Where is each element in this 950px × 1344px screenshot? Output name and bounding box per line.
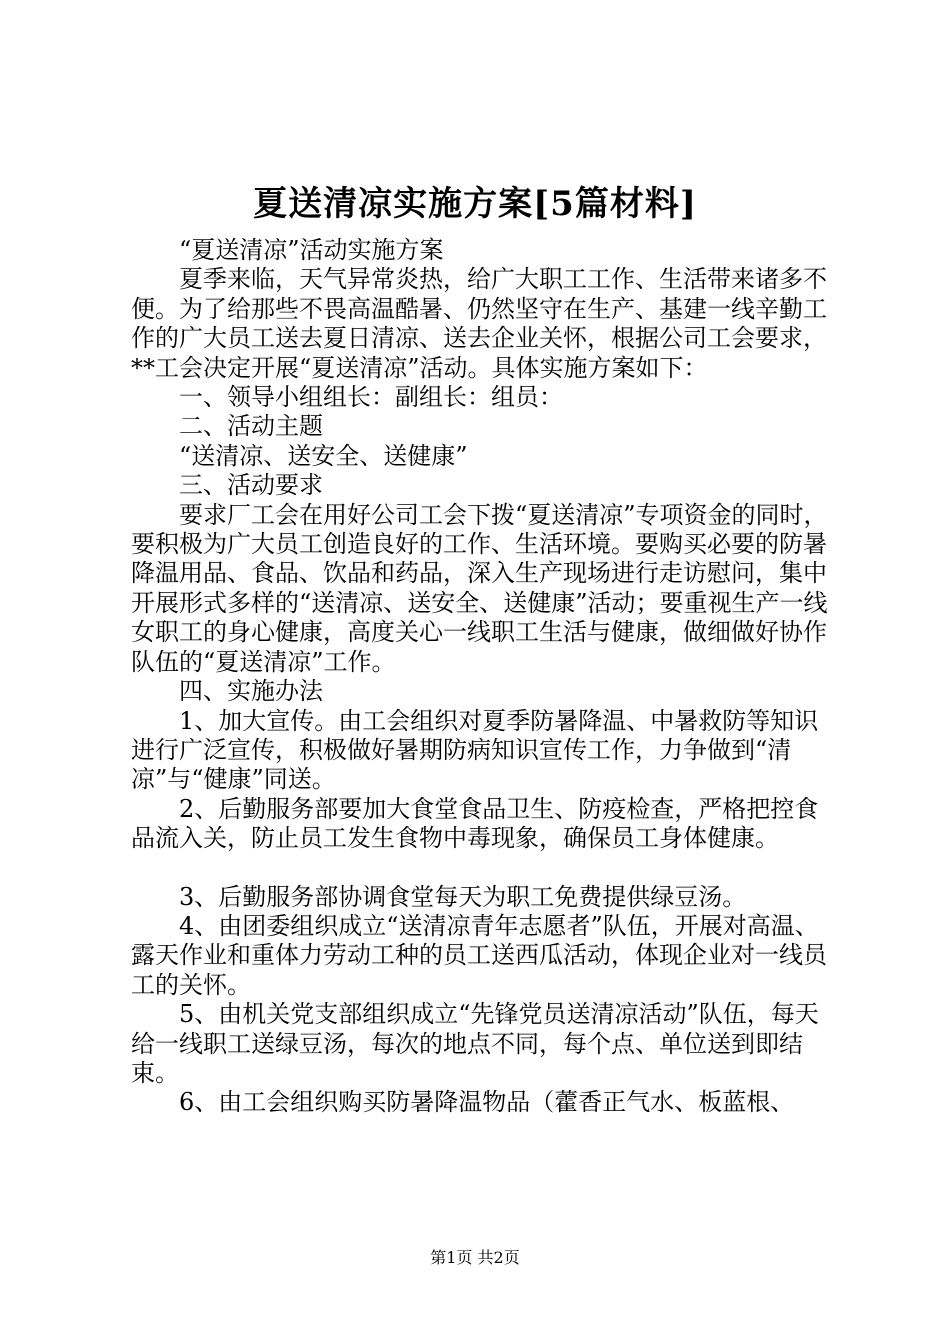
blank-line (131, 854, 831, 883)
paragraph-item-2: 2、后勤服务部要加大食堂食品卫生、防疫检查，严格把控食品流入关，防止员工发生食物中毒现象，确保员工身体健康。 (131, 794, 819, 853)
document-body (131, 236, 831, 1118)
paragraph-requirements: 要求厂工会在用好公司工会下拨“夏送清凉”专项资金的同时，要积极为广大员工创造良好的工作、生活环境。要购买必要的防暑降温用品、食品、饮品和药品，深入生产现场进行走访慰问，集中开展形式多样的“送清凉、送安全、送健康”活动；要重视生产一线女职工的身心健康，高度关心一线职工生活与健康，做细做好协作队伍的“夏送清凉”工作。 (131, 500, 828, 676)
paragraph-section-4-heading: 四、实施办法 (179, 677, 323, 706)
paragraph-section-2-heading: 二、活动主题 (179, 412, 323, 441)
paragraph-section-1: 一、领导小组组长：副组长：组员： (179, 383, 563, 412)
paragraph-intro: 夏季来临，天气异常炎热，给广大职工工作、生活带来诸多不便。为了给那些不畏高温酷暑、仍然坚守在生产、基建一线辛勤工作的广大员工送去夏日清凉、送去企业关怀，根据公司工会要求，**工会决定开展“夏送清凉”活动。具体实施方案如下： (131, 265, 827, 382)
paragraph-section-3-heading: 三、活动要求 (179, 471, 323, 500)
paragraph-item-3: 3、后勤服务部协调食堂每天为职工免费提供绿豆汤。 (179, 882, 747, 911)
paragraph-subtitle: “夏送清凉”活动实施方案 (179, 236, 444, 264)
document-title: 夏送清凉实施方案[5篇材料] (253, 184, 697, 224)
page-footer: 第1页 共2页 (430, 1248, 520, 1267)
paragraph-item-5: 5、由机关党支部组织成立“先锋党员送清凉活动”队伍，每天给一线职工送绿豆汤，每次的地点不同，每个点、单位送到即结束。 (131, 1000, 819, 1087)
paragraph-item-6: 6、由工会组织购买防暑降温物品（藿香正气水、板蓝根、 (179, 1088, 795, 1117)
paragraph-item-1: 1、加大宣传。由工会组织对夏季防暑降温、中暑救防等知识进行广泛宣传，积极做好暑期防病知识宣传工作，力争做到“清凉”与“健康”同送。 (131, 706, 819, 794)
paragraph-theme: “送清凉、送安全、送健康” (179, 441, 468, 470)
paragraph-item-4: 4、由团委组织成立“送清凉青年志愿者”队伍，开展对高温、露天作业和重体力劳动工种的员工送西瓜活动，体现企业对一线员工的关怀。 (131, 911, 827, 999)
